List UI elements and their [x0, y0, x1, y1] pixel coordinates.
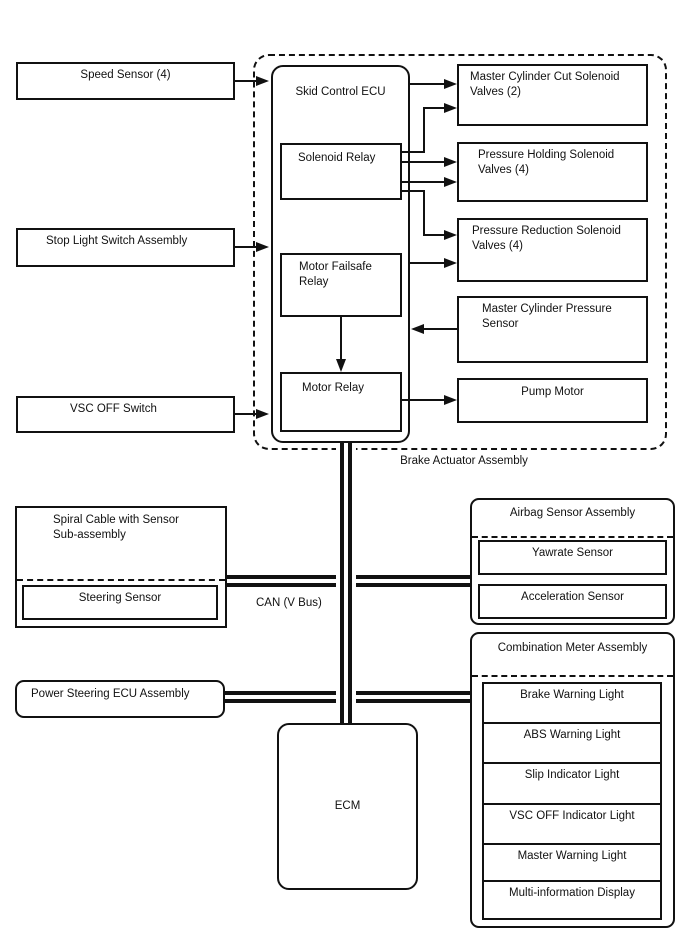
airbag-divider: [472, 536, 673, 538]
stop-light-switch-label: Stop Light Switch Assembly: [46, 235, 188, 247]
abs-warning-light-cell: [484, 724, 660, 764]
power-steering-ecu-label: Power Steering ECU Assembly: [31, 688, 190, 700]
acceleration-sensor-label: Acceleration Sensor: [521, 591, 624, 603]
speed-sensor-wire: [235, 80, 256, 82]
multi-information-display-cell: [484, 882, 660, 918]
skid-control-ecu-label: Skid Control ECU: [295, 86, 386, 98]
can-bus-label: CAN (V Bus): [256, 597, 322, 609]
solenoid-to-reduction-wire-c: [425, 234, 444, 236]
solenoid-to-holding-wire-1: [402, 161, 444, 163]
vsc-off-arrowhead: [256, 409, 269, 419]
speed-sensor-label: Speed Sensor (4): [80, 69, 171, 81]
solenoid-to-reduction-wire-a: [402, 190, 425, 192]
speed-sensor-box: [16, 62, 235, 100]
pressure-holding-valves-box: [457, 142, 648, 202]
combination-meter-divider: [472, 675, 673, 677]
airbag-sensor-assembly-label: Airbag Sensor Assembly: [509, 507, 636, 519]
multi-information-display-label: Multi-information Display: [509, 887, 635, 899]
solenoid-to-reduction-wire-b: [423, 190, 425, 236]
can-bus-v-right: [348, 443, 352, 723]
ecm-box: [277, 723, 418, 890]
motor-failsafe-relay-box: [280, 253, 402, 317]
motor-to-pump-wire: [402, 399, 444, 401]
brake-warning-light-label: Brake Warning Light: [520, 689, 624, 701]
pump-motor-label: Pump Motor: [521, 386, 584, 398]
ecu-to-reduction-arrowhead: [444, 258, 457, 268]
solenoid-to-mc-cut-wire-b: [423, 107, 425, 153]
failsafe-to-motor-arrowhead: [336, 359, 346, 372]
motor-to-pump-arrowhead: [444, 395, 457, 405]
combination-meter-assembly-box: [470, 632, 675, 928]
motor-failsafe-relay-label: Motor Failsafe Relay: [299, 261, 372, 288]
vsc-off-wire: [235, 413, 256, 415]
solenoid-to-reduction-arrowhead: [444, 230, 457, 240]
yawrate-sensor-box: [478, 540, 667, 575]
ecu-to-mc-cut-wire: [410, 83, 444, 85]
stop-light-arrowhead: [256, 242, 269, 252]
master-warning-light-cell: [484, 845, 660, 882]
stop-light-switch-box: [16, 228, 235, 267]
airbag-sensor-assembly-box: [470, 498, 675, 625]
ecm-label: ECM: [334, 800, 361, 813]
power-steering-ecu-box: [15, 680, 225, 718]
spiral-cable-divider: [17, 579, 225, 581]
master-warning-light-label: Master Warning Light: [517, 850, 627, 862]
motor-relay-label: Motor Relay: [302, 382, 364, 394]
yawrate-sensor-label: Yawrate Sensor: [532, 547, 613, 559]
stop-light-wire: [235, 246, 256, 248]
spiral-cable-label: Spiral Cable with Sensor Sub-assembly: [53, 514, 179, 541]
pump-motor-box: [457, 378, 648, 423]
vsc-off-switch-box: [16, 396, 235, 433]
solenoid-relay-box: [280, 143, 402, 200]
brake-actuator-assembly-label: Brake Actuator Assembly: [400, 455, 528, 467]
ecu-to-mc-cut-arrowhead: [444, 79, 457, 89]
vsc-off-indicator-light-label: VSC OFF Indicator Light: [509, 810, 635, 822]
solenoid-to-holding-wire-2: [402, 181, 444, 183]
master-cylinder-cut-valves-label: Master Cylinder Cut Solenoid Valves (2): [470, 71, 620, 98]
pressure-sensor-wire: [424, 328, 457, 330]
can-bus-vertical-casing: [336, 443, 356, 723]
combination-meter-stack: [482, 682, 662, 920]
solenoid-to-mc-cut-wire-a: [402, 151, 425, 153]
master-cylinder-pressure-sensor-box: [457, 296, 648, 363]
acceleration-sensor-box: [478, 584, 667, 619]
steering-sensor-label: Steering Sensor: [78, 592, 162, 604]
brake-warning-light-cell: [484, 684, 660, 724]
speed-sensor-arrowhead: [256, 76, 269, 86]
pressure-sensor-arrowhead: [411, 324, 424, 334]
combination-meter-assembly-label: Combination Meter Assembly: [497, 642, 648, 654]
pressure-reduction-valves-box: [457, 218, 648, 282]
failsafe-to-motor-wire: [340, 317, 342, 359]
solenoid-to-mc-cut-wire-c: [425, 107, 444, 109]
vsc-off-switch-label: VSC OFF Switch: [70, 403, 157, 415]
solenoid-to-holding-arrowhead-2: [444, 177, 457, 187]
slip-indicator-light-cell: [484, 764, 660, 805]
abs-warning-light-label: ABS Warning Light: [523, 729, 621, 741]
can-bus-v-left: [340, 443, 344, 723]
solenoid-relay-label: Solenoid Relay: [298, 152, 376, 164]
vsc-off-indicator-light-cell: [484, 805, 660, 845]
slip-indicator-light-label: Slip Indicator Light: [524, 769, 620, 781]
pressure-holding-valves-label: Pressure Holding Solenoid Valves (4): [478, 149, 615, 176]
master-cylinder-cut-valves-box: [457, 64, 648, 126]
spiral-cable-box: [15, 506, 227, 628]
solenoid-to-mc-cut-arrowhead: [444, 103, 457, 113]
solenoid-to-holding-arrowhead-1: [444, 157, 457, 167]
ecu-to-reduction-wire: [410, 262, 444, 264]
motor-relay-box: [280, 372, 402, 432]
master-cylinder-pressure-sensor-label: Master Cylinder Pressure Sensor: [482, 303, 612, 330]
steering-sensor-box: [22, 585, 218, 620]
pressure-reduction-valves-label: Pressure Reduction Solenoid Valves (4): [472, 225, 621, 252]
